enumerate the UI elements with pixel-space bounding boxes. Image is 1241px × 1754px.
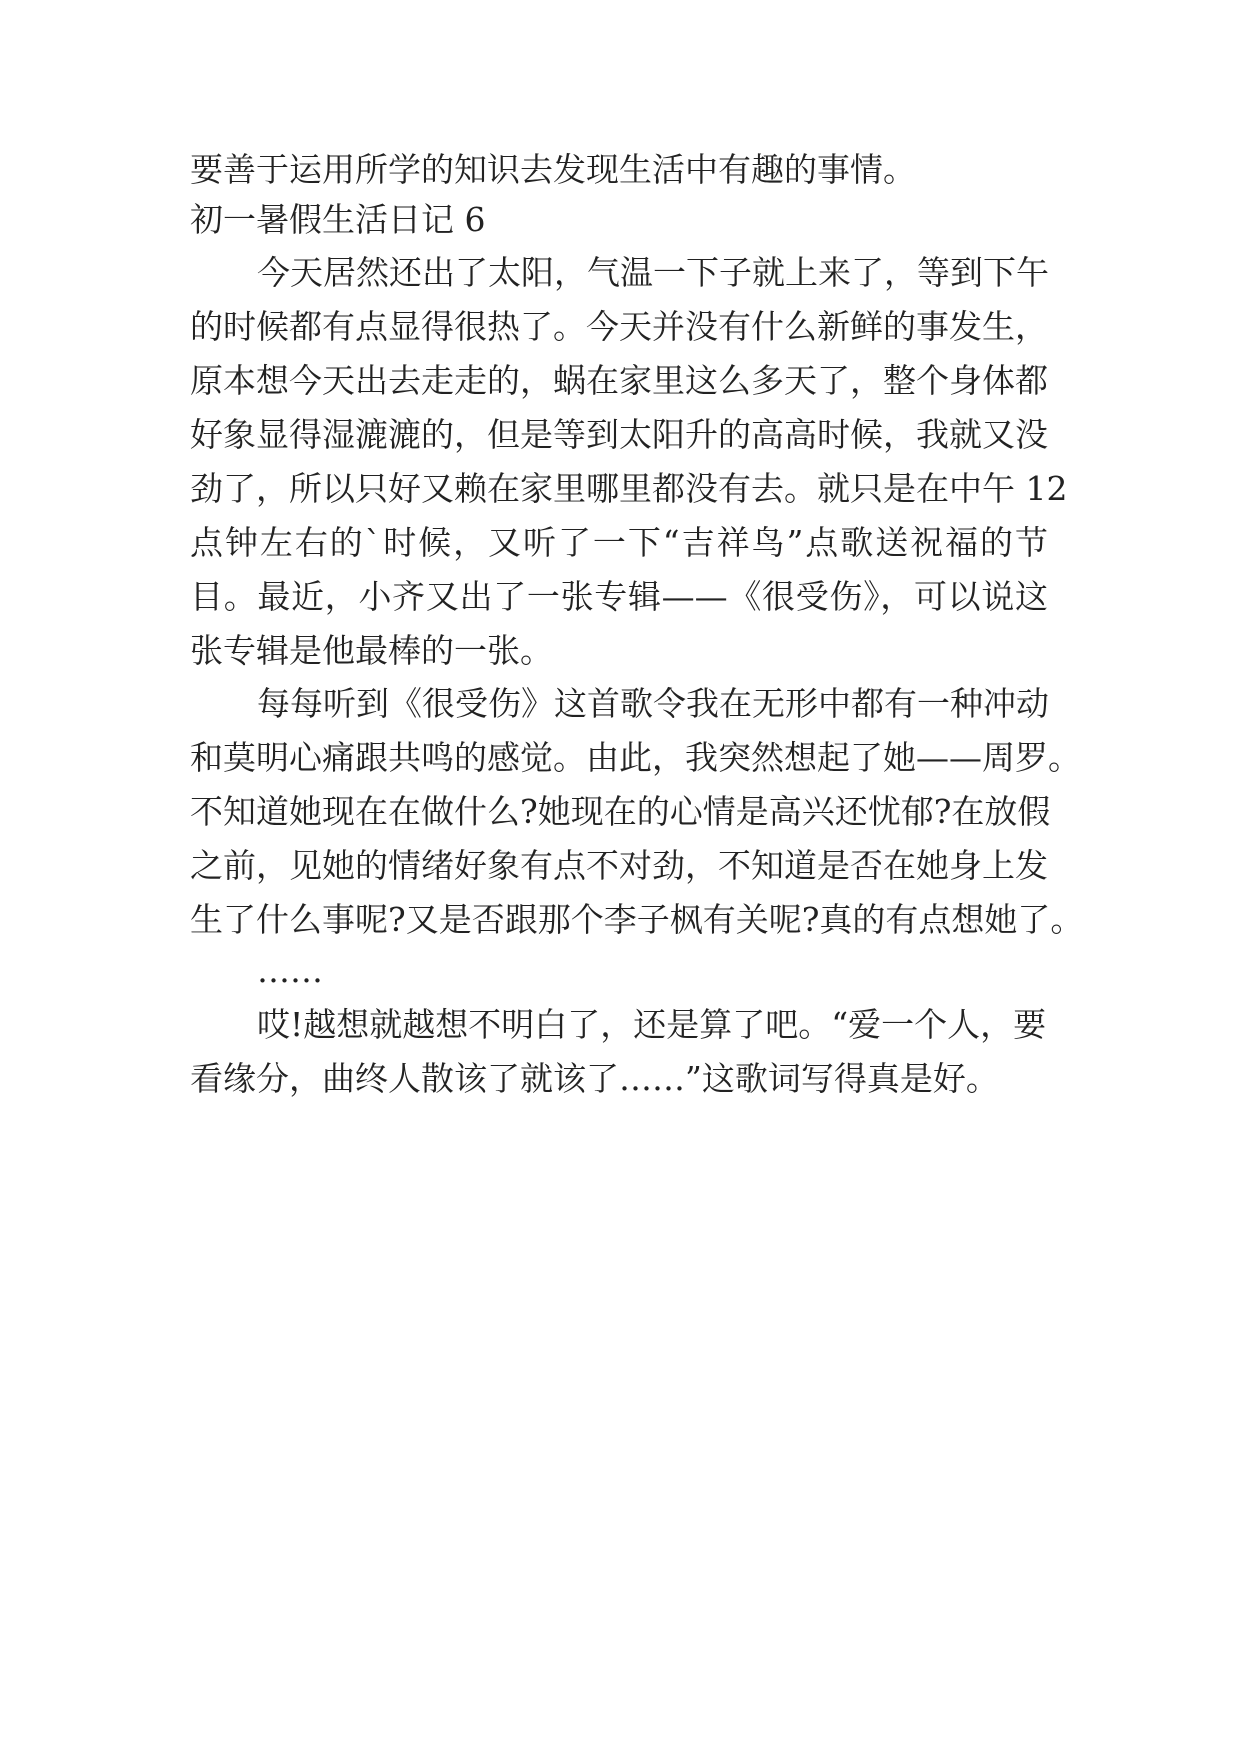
line-text: 原本想今天出去走走的，蜗在家里这么多天了，整个身体都 [190, 361, 1048, 400]
line-text: 之前，见她的情绪好象有点不对劲，不知道是否在她身上发 [190, 846, 1048, 885]
line-text: 今天居然还出了太阳，气温一下子就上来了，等到下午 [257, 253, 1049, 292]
line-text: …… [257, 951, 323, 990]
line-text: 和莫明心痛跟共鸣的感觉。由此，我突然想起了她——周罗。 [190, 738, 1081, 777]
paragraph-1-line-7 [0, 577, 1241, 617]
paragraph-2-line-2 [0, 738, 1241, 778]
paragraph-1-line-6 [0, 523, 1241, 563]
paragraph-2-line-1 [0, 684, 1241, 724]
line-text: 哎!越想就越想不明白了，还是算了吧。“爱一个人，要 [257, 1005, 1047, 1044]
ellipsis-line [0, 951, 1241, 991]
paragraph-1-line-3 [0, 361, 1241, 401]
line-text: 劲了，所以只好又赖在家里哪里都没有去。就只是在中午 12 [190, 469, 1068, 508]
paragraph-1-line-2 [0, 307, 1241, 347]
paragraph-1-line-5 [0, 469, 1241, 509]
line-text: 点钟左右的`时候，又听了一下“吉祥鸟”点歌送祝福的节 [190, 523, 1048, 562]
line-text: 每每听到《很受伤》这首歌令我在无形中都有一种冲动 [257, 684, 1049, 723]
paragraph-2-line-4 [0, 846, 1241, 886]
line-text: 生了什么事呢?又是否跟那个李子枫有关呢?真的有点想她了。 [190, 900, 1084, 939]
line-text: 初一暑假生活日记 6 [190, 200, 486, 239]
paragraph-1-line-4 [0, 415, 1241, 455]
paragraph-3-line-2 [0, 1059, 1241, 1099]
paragraph-1-line-8 [0, 631, 1241, 671]
line-text: 不知道她现在在做什么?她现在的心情是高兴还忧郁?在放假 [190, 792, 1051, 831]
line-text: 好象显得湿漉漉的，但是等到太阳升的高高时候，我就又没 [190, 415, 1048, 454]
diary-title [0, 200, 1241, 240]
line-text: 的时候都有点显得很热了。今天并没有什么新鲜的事发生， [190, 307, 1048, 346]
paragraph-1-line-1 [0, 253, 1241, 293]
paragraph-2-line-5 [0, 900, 1241, 940]
paragraph-3-line-1 [0, 1005, 1241, 1045]
paragraph-2-line-3 [0, 792, 1241, 832]
line-text: 要善于运用所学的知识去发现生活中有趣的事情。 [190, 150, 916, 189]
line-text: 张专辑是他最棒的一张。 [190, 631, 553, 670]
text-line-1 [0, 150, 1241, 190]
line-text: 看缘分，曲终人散该了就该了……”这歌词写得真是好。 [190, 1059, 999, 1098]
line-text: 目。最近，小齐又出了一张专辑——《很受伤》，可以说这 [190, 577, 1048, 616]
